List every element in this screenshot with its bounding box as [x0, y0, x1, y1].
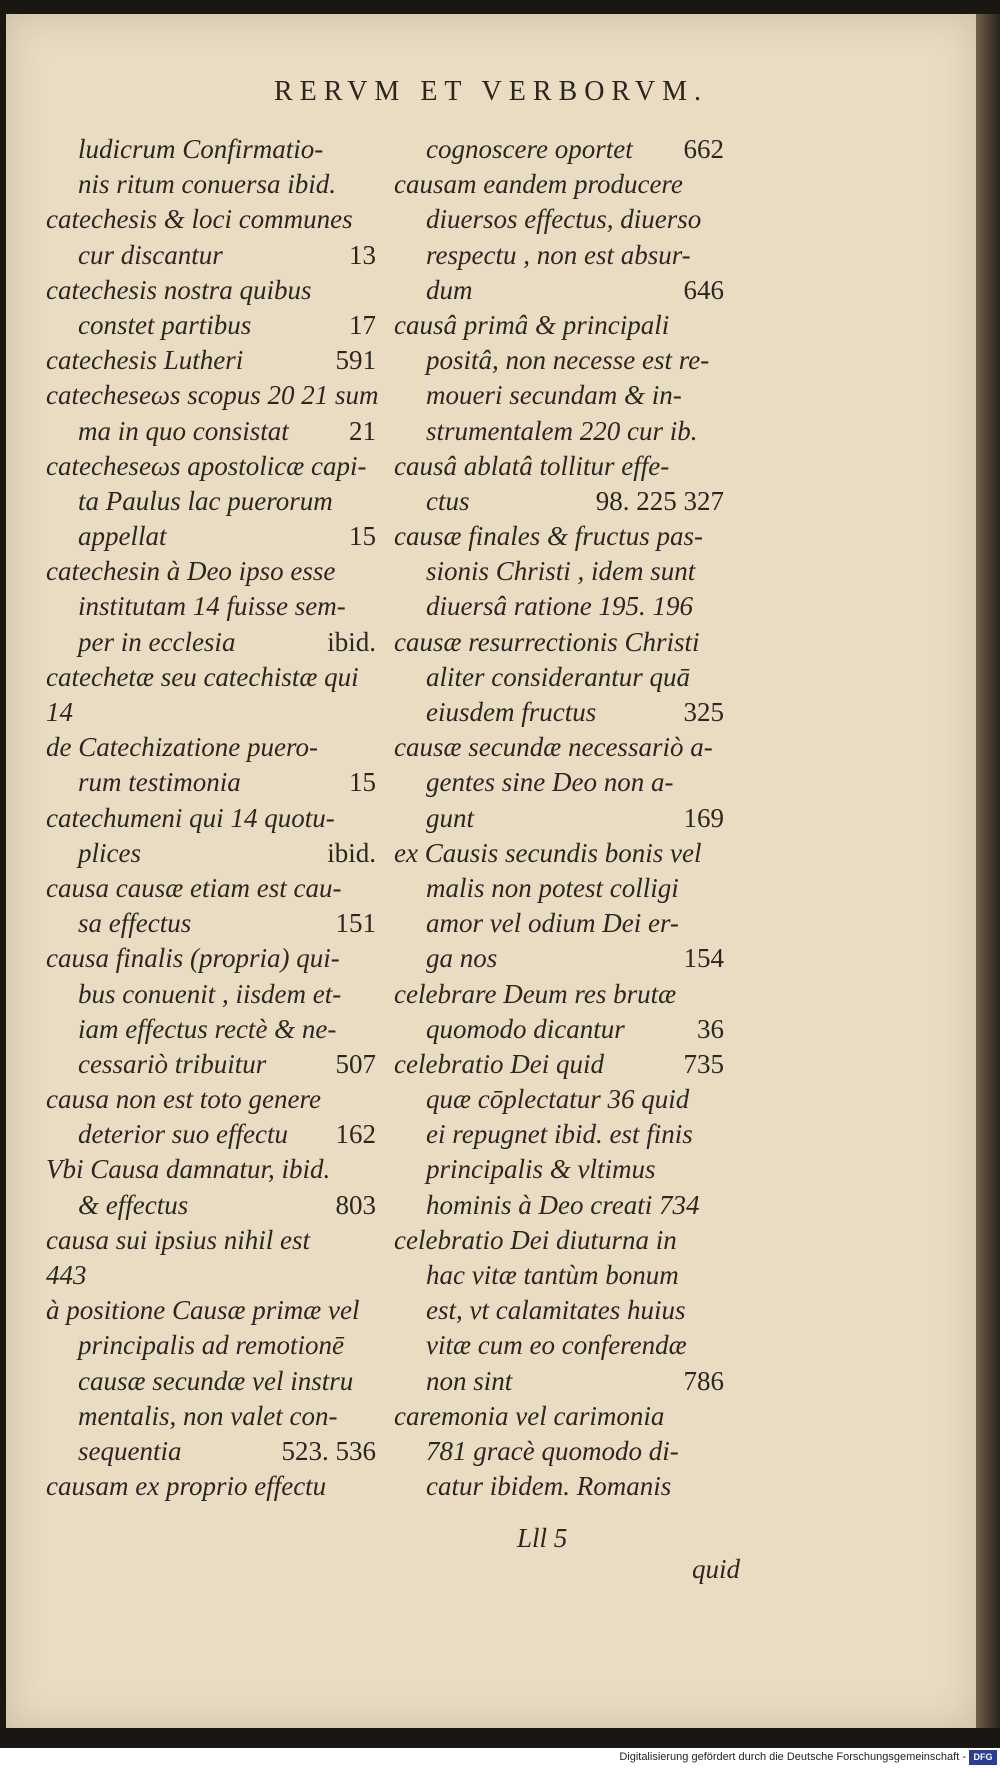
index-entry-text: catechesis & loci communes: [46, 204, 353, 235]
index-entry-text: & effectus: [78, 1189, 189, 1220]
index-entry-text: gentes sine Deo non a-: [426, 767, 674, 798]
index-entry-line: [394, 765, 724, 800]
index-entry-line: [394, 1434, 724, 1469]
index-entry-text: celebrare Deum res brutæ: [394, 978, 677, 1009]
index-entry-text: sa effectus: [78, 908, 192, 939]
index-entry-line: [394, 519, 724, 554]
index-entry-text: respectu , non est absur-: [426, 239, 691, 270]
index-entry-line: [394, 308, 724, 343]
page-reference: 646: [683, 274, 724, 305]
index-entry-line: [394, 132, 724, 167]
index-entry-text: ctus: [426, 485, 470, 516]
index-entry-line: [46, 941, 376, 976]
index-entry-text: hac vitæ tantùm bonum: [426, 1260, 679, 1290]
index-entry-line: [394, 625, 724, 660]
index-entry-text: deterior suo effectu: [78, 1119, 288, 1150]
index-entry-text: rum testimonia: [78, 767, 241, 798]
index-entry-line: [46, 1012, 376, 1047]
index-entry-text: cessariò tribuitur: [78, 1048, 267, 1079]
index-entry-line: [46, 1469, 376, 1504]
index-entry-text: cognoscere oportet: [426, 134, 633, 164]
index-entry-text: catecheseωs apostolicæ capi-: [46, 450, 367, 481]
index-entry-line: [394, 167, 724, 202]
index-entry-text: gunt: [426, 802, 475, 833]
index-entry-line: [394, 730, 724, 765]
index-entry-line: [394, 660, 724, 695]
index-entry-text: vitæ cum eo conferendæ: [426, 1330, 687, 1361]
index-entry-line: [46, 132, 376, 167]
index-entry-line: [46, 273, 376, 308]
index-entry-text: catechesis nostra quibus: [46, 274, 312, 305]
index-entry-line: [46, 554, 376, 589]
index-entry-text: moueri secundam & in-: [426, 380, 682, 411]
index-entry-text: ex Causis secundis bonis vel: [394, 837, 702, 868]
index-entry-line: [46, 167, 376, 202]
page-reference: ibid.: [327, 626, 376, 657]
index-entry-text: principalis & vltimus: [426, 1154, 656, 1185]
index-entry-text: per in ecclesia: [78, 626, 236, 657]
index-entry-text: causâ ablatâ tollitur effe-: [394, 450, 670, 481]
index-entry-text: principalis ad remotionē: [78, 1330, 344, 1361]
index-entry-line: [394, 1399, 724, 1434]
index-entry-text: plices: [78, 837, 141, 868]
index-entry-line: [46, 1328, 376, 1363]
index-entry-text: causam eandem producere: [394, 169, 683, 200]
index-entry-text: caremonia vel carimonia: [394, 1400, 665, 1431]
index-entry-text: 781 gracè quomodo di-: [426, 1435, 679, 1466]
index-entry-line: [394, 414, 724, 449]
index-entry-line: [46, 589, 376, 624]
book-edge: [976, 14, 1000, 1728]
book-page: [6, 14, 976, 1728]
index-column-right: [394, 132, 724, 1504]
index-entry-line: [46, 378, 379, 413]
index-entry-text: diuersos effectus, diuerso: [426, 204, 702, 235]
index-entry-text: causæ resurrectionis Christi: [394, 626, 700, 657]
index-entry-text: causæ finales & fructus pas-: [394, 521, 703, 552]
page-reference: 786: [683, 1365, 724, 1396]
index-entry-line: [46, 1117, 376, 1152]
dfg-logo-icon: DFG: [969, 1750, 997, 1765]
index-entry-line: [394, 1082, 724, 1117]
index-entry-line: [46, 1047, 376, 1082]
index-entry-line: [394, 695, 724, 730]
index-entry-text: ga nos: [426, 943, 498, 974]
index-entry-text: amor vel odium Dei er-: [426, 908, 679, 939]
index-entry-line: [394, 343, 724, 378]
index-entry-line: [394, 1328, 724, 1363]
index-entry-line: [46, 238, 376, 273]
index-entry-text: causam ex proprio effectu: [46, 1471, 327, 1502]
page-reference: 662: [683, 134, 724, 164]
index-entry-line: [394, 449, 724, 484]
page-reference: 507: [335, 1048, 376, 1079]
page-reference: 523. 536: [281, 1435, 376, 1466]
index-entry-line: [394, 871, 724, 906]
index-entry-text: sequentia: [78, 1435, 182, 1466]
signature-mark: Lll 5: [517, 1523, 568, 1553]
index-entry-text: celebratio Dei diuturna in: [394, 1224, 677, 1255]
index-entry-line: [394, 484, 724, 519]
catchword: quid: [691, 1554, 740, 1584]
index-entry-text: Vbi Causa damnatur, ibid.: [46, 1154, 331, 1185]
index-entry-text: ta Paulus lac puerorum: [78, 485, 333, 516]
index-entry-line: [46, 308, 376, 343]
index-entry-text: eiusdem fructus: [426, 697, 597, 727]
index-entry-line: [46, 1082, 376, 1117]
index-entry-line: [46, 1258, 376, 1293]
index-entry-line: [46, 660, 376, 695]
index-entry-line: [46, 1223, 376, 1258]
page-reference: 15: [349, 767, 376, 798]
index-entry-text: constet partibus: [78, 309, 252, 340]
index-entry-line: [46, 414, 376, 449]
index-column-left: [46, 132, 379, 1504]
index-entry-text: causâ primâ & principali: [394, 309, 670, 340]
index-entry-line: [394, 977, 724, 1012]
index-entry-text: diuersâ ratione 195. 196: [426, 591, 693, 622]
page-reference: ibid.: [327, 837, 376, 868]
index-entry-text: cur discantur: [78, 239, 223, 270]
index-entry-line: [394, 836, 724, 871]
index-entry-line: [46, 1364, 376, 1399]
index-entry-line: [46, 343, 376, 378]
index-entry-text: causa finalis (propria) qui-: [46, 943, 340, 974]
page-reference: 98. 225 327: [595, 485, 724, 516]
index-entry-line: [46, 1293, 376, 1328]
index-entry-text: iam effectus rectè & ne-: [78, 1013, 337, 1044]
index-entry-line: [46, 695, 376, 730]
index-entry-text: aliter considerantur quā: [426, 661, 690, 692]
index-entry-text: catechetæ seu catechistæ qui: [46, 661, 359, 692]
index-entry-line: [394, 554, 724, 589]
index-entry-line: [394, 1293, 724, 1328]
page-reference: 154: [683, 943, 724, 974]
index-entry-text: malis non potest colligi: [426, 872, 679, 903]
index-entry-text: catechumeni qui 14 quotu-: [46, 802, 335, 833]
index-entry-line: [394, 1223, 724, 1258]
index-entry-line: [46, 1399, 376, 1434]
index-entry-text: ludicrum Confirmatio-: [78, 134, 324, 164]
page-reference: 162: [335, 1119, 376, 1150]
index-entry-text: catecheseωs scopus 20 21 sum: [46, 380, 379, 411]
index-entry-line: [394, 1117, 724, 1152]
index-entry-line: [394, 1364, 724, 1399]
page-reference: 151: [335, 908, 376, 939]
index-entry-text: positâ, non necesse est re-: [426, 345, 710, 376]
index-entry-line: [394, 1258, 724, 1293]
page-reference: 169: [683, 802, 724, 833]
index-entry-line: [46, 484, 376, 519]
index-entry-text: celebratio Dei quid: [394, 1048, 604, 1079]
index-entry-line: [46, 906, 376, 941]
page-reference: 17: [349, 309, 376, 340]
footer: [0, 1748, 1000, 1768]
index-entry-line: [394, 378, 724, 413]
page-reference: 803: [335, 1189, 376, 1220]
index-entry-text: causa sui ipsius nihil est: [46, 1224, 311, 1255]
index-entry-line: [394, 238, 724, 273]
index-entry-line: [394, 589, 724, 624]
index-entry-text: bus conuenit , iisdem et-: [78, 978, 342, 1009]
index-entry-text: sionis Christi , idem sunt: [426, 556, 696, 587]
index-entry-text: strumentalem 220 cur ib.: [426, 415, 698, 446]
index-entry-text: catur ibidem. Romanis: [426, 1471, 672, 1502]
catchline: [490, 1492, 740, 1616]
index-entry-line: [46, 202, 376, 237]
index-entry-text: institutam 14 fuisse sem-: [78, 591, 346, 622]
index-entry-text: causa non est toto genere: [46, 1084, 321, 1115]
page-reference: 15: [349, 521, 376, 552]
running-head: RERVM ET VERBORVM.: [274, 76, 708, 107]
index-entry-line: [46, 1152, 376, 1187]
index-entry-text: ei repugnet ibid. est finis: [426, 1119, 693, 1150]
page-reference: 591: [335, 345, 376, 376]
index-entry-text: hominis à Deo creati 734: [426, 1189, 700, 1220]
index-entry-text: causæ secundæ necessariò a-: [394, 732, 713, 763]
index-entry-text: mentalis, non valet con-: [78, 1400, 338, 1431]
index-entry-text: ma in quo consistat: [78, 415, 289, 446]
index-entry-text: non sint: [426, 1365, 513, 1396]
index-entry-line: [46, 730, 376, 765]
index-entry-line: [46, 836, 376, 871]
footer-credit: Digitalisierung gefördert durch die Deutsche Forschungsgemeinschaft -: [619, 1751, 966, 1763]
index-entry-line: [46, 977, 376, 1012]
index-entry-text: quomodo dicantur: [426, 1013, 625, 1044]
index-entry-text: catechesin à Deo ipso esse: [46, 556, 336, 587]
index-entry-line: [394, 1152, 724, 1187]
page-reference: 13: [349, 239, 376, 270]
index-entry-line: [394, 906, 724, 941]
index-entry-line: [46, 1434, 376, 1469]
index-entry-text: dum: [426, 274, 473, 305]
index-entry-line: [46, 1188, 376, 1223]
index-entry-text: nis ritum conuersa ibid.: [78, 169, 337, 200]
index-entry-text: catechesis Lutheri: [46, 345, 244, 376]
index-entry-line: [46, 871, 376, 906]
index-entry-text: causa causæ etiam est cau-: [46, 872, 342, 903]
index-entry-line: [46, 449, 376, 484]
index-entry-line: [394, 1012, 724, 1047]
index-entry-text: 14: [46, 697, 73, 727]
index-entry-text: est, vt calamitates huius: [426, 1295, 686, 1326]
index-entry-line: [46, 519, 376, 554]
page-reference: 21: [349, 415, 376, 446]
index-entry-text: 443: [46, 1260, 87, 1290]
page-reference: 36: [697, 1013, 724, 1044]
index-entry-text: quæ cōplectatur 36 quid: [426, 1084, 690, 1115]
index-entry-text: appellat: [78, 521, 167, 552]
index-entry-line: [394, 1188, 724, 1223]
index-entry-line: [394, 941, 724, 976]
index-entry-line: [46, 625, 376, 660]
index-entry-line: [394, 1047, 724, 1082]
page-reference: 325: [683, 697, 724, 727]
page-reference: 735: [683, 1048, 724, 1079]
index-entry-text: de Catechizatione puero-: [46, 732, 318, 763]
index-entry-line: [394, 273, 724, 308]
index-entry-line: [46, 765, 376, 800]
index-entry-text: causæ secundæ vel instru: [78, 1365, 354, 1396]
index-entry-line: [394, 202, 724, 237]
index-entry-text: à positione Causæ primæ vel: [46, 1295, 360, 1326]
index-entry-line: [394, 801, 724, 836]
index-entry-line: [46, 801, 376, 836]
